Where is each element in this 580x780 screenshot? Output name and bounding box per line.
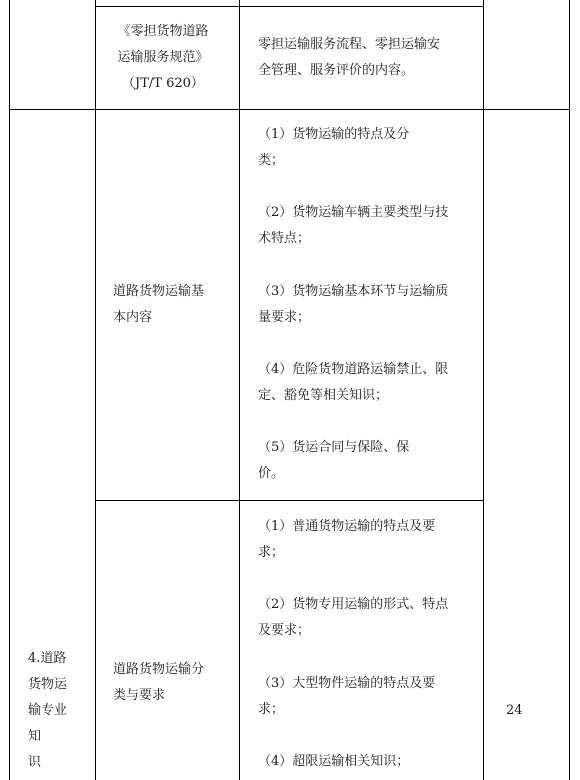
- item-line: 价。: [258, 466, 285, 481]
- section2-item-1: [258, 514, 435, 566]
- table-border-right: [569, 0, 570, 780]
- section1-item-2: [258, 200, 448, 252]
- item-line: （2）货物运输车辆主要类型与技: [258, 205, 449, 220]
- module-title-line: 货物运: [28, 677, 68, 692]
- module-title-line: 输专业: [28, 703, 68, 718]
- item-line: （1）货物运输的特点及分: [258, 127, 410, 142]
- section1-item-3: [258, 279, 448, 331]
- section-title-line: 道路货物运输基: [113, 284, 205, 299]
- standard-line: 运输服务规范》: [117, 50, 209, 65]
- section2-item-4: [258, 749, 409, 775]
- section2-title: [113, 657, 204, 709]
- table-border-col1: [95, 0, 96, 780]
- section-title-line: 道路货物运输分: [113, 662, 205, 677]
- section1-item-1: [258, 122, 409, 174]
- section2-item-2: [258, 592, 448, 644]
- content-line: 零担运输服务流程、零担运输安: [258, 37, 441, 52]
- item-line: 求；: [258, 702, 285, 717]
- section1-item-5: [258, 435, 409, 487]
- item-line: 术特点；: [258, 231, 311, 246]
- item-line: 定、豁免等相关知识；: [258, 388, 389, 403]
- table-border-top-inner: [95, 6, 484, 7]
- table-border-col2: [239, 0, 240, 780]
- table-border-row1: [9, 109, 570, 110]
- module-title-line: 知: [28, 729, 42, 744]
- section-title-line: 类与要求: [113, 688, 166, 703]
- module-title-line: 4.道路: [28, 651, 67, 666]
- item-line: （1）普通货物运输的特点及要: [258, 519, 436, 534]
- section2-item-3: [258, 671, 435, 723]
- standard-content: [258, 32, 440, 84]
- item-line: （5）货运合同与保险、保: [258, 440, 410, 455]
- standard-line: （JT/T 620）: [122, 76, 204, 91]
- table-border-left: [9, 0, 10, 780]
- item-line: 求；: [258, 545, 285, 560]
- item-line: （4）超限运输相关知识；: [258, 754, 410, 769]
- item-line: 量要求；: [258, 310, 311, 325]
- section1-item-4: [258, 357, 448, 409]
- class-hours: [506, 698, 523, 724]
- module-title-line: 识: [28, 755, 42, 770]
- class-hours-value: 24: [506, 703, 523, 718]
- table-border-col3: [483, 0, 484, 780]
- standard-name: [108, 19, 218, 97]
- item-line: （3）货物运输基本环节与运输质: [258, 284, 449, 299]
- content-line: 全管理、服务评价的内容。: [258, 63, 415, 78]
- item-line: 类；: [258, 153, 285, 168]
- table-border-row2: [95, 500, 484, 501]
- section-title-line: 本内容: [113, 310, 153, 325]
- item-line: （3）大型物件运输的特点及要: [258, 676, 436, 691]
- module-title: [28, 646, 67, 776]
- section1-title: [113, 279, 204, 331]
- item-line: （4）危险货物道路运输禁止、限: [258, 362, 449, 377]
- item-line: 及要求；: [258, 623, 311, 638]
- item-line: （2）货物专用运输的形式、特点: [258, 597, 449, 612]
- standard-line: 《零担货物道路: [117, 24, 209, 39]
